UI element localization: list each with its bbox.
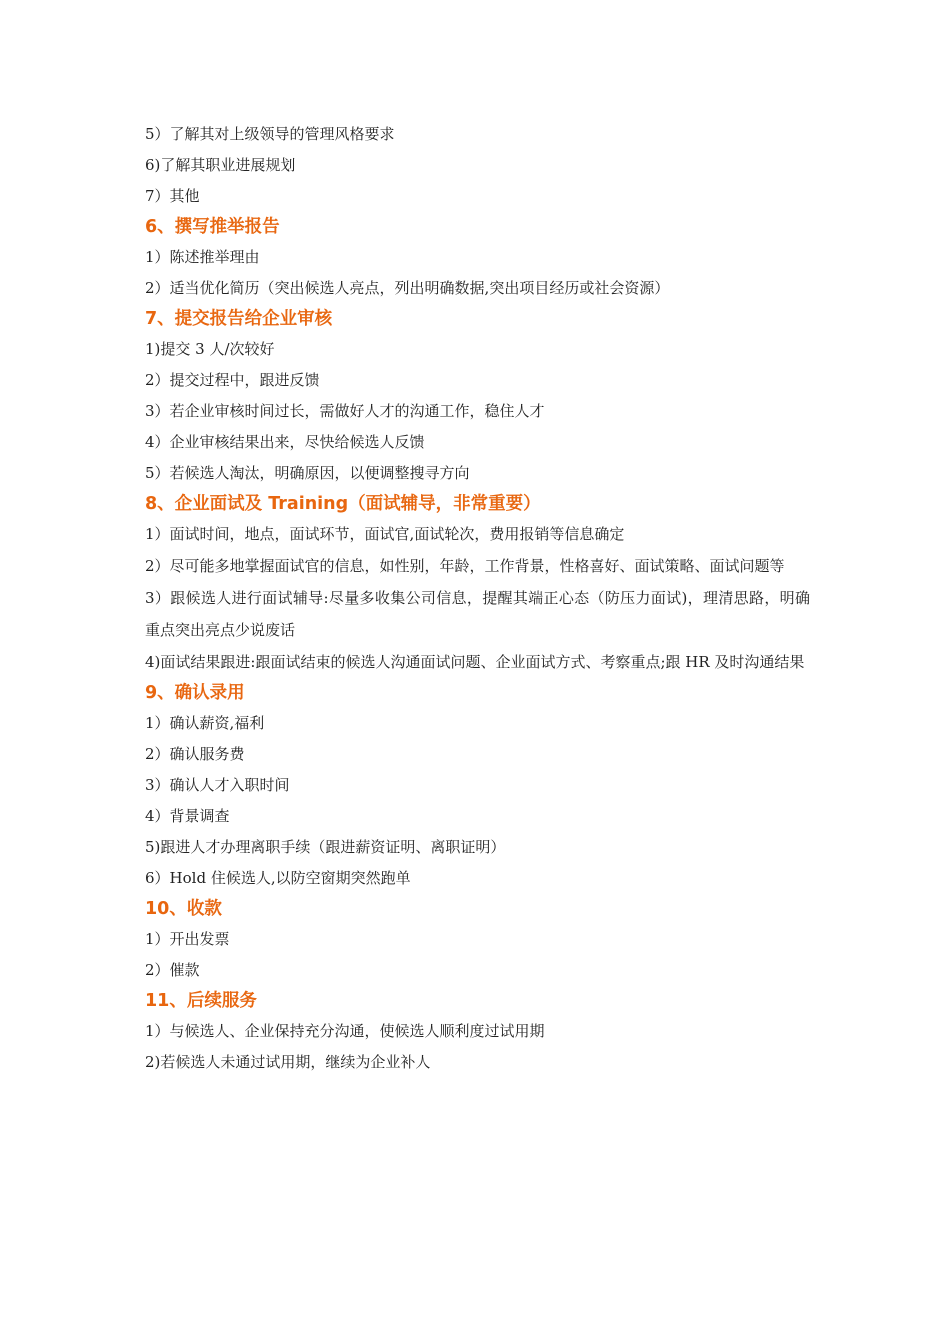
list-item: 6)了解其职业进展规划 [145, 156, 296, 174]
list-item: 1）开出发票 [145, 930, 230, 948]
list-item: 2）催款 [145, 961, 200, 979]
list-item: 2）适当优化简历（突出候选人亮点，列出明确数据,突出项目经历或社会资源） [145, 279, 670, 297]
list-item: 3）确认人才入职时间 [145, 776, 290, 794]
list-item: 5)跟进人才办理离职手续（跟进薪资证明、离职证明） [145, 838, 506, 856]
list-item: 6）Hold 住候选人,以防空窗期突然跑单 [145, 869, 411, 887]
section-heading: 9、确认录用 [145, 683, 245, 703]
section-heading: 11、后续服务 [145, 991, 257, 1011]
list-item: 1）与候选人、企业保持充分沟通，使候选人顺利度过试用期 [145, 1022, 545, 1040]
list-item: 4）背景调查 [145, 807, 230, 825]
section-heading: 7、提交报告给企业审核 [145, 309, 333, 329]
list-item: 2）确认服务费 [145, 745, 245, 763]
list-item: 2）尽可能多地掌握面试官的信息，如性别，年龄，工作背景，性格喜好、面试策略、面试问题等 [145, 557, 785, 575]
section-heading: 8、企业面试及 Training（面试辅导，非常重要） [145, 494, 541, 514]
list-item: 1)提交 3 人/次较好 [145, 340, 275, 358]
list-item: 2）提交过程中，跟进反馈 [145, 371, 320, 389]
list-item: 5）若候选人淘汰，明确原因，以便调整搜寻方向 [145, 464, 470, 482]
section-heading: 6、撰写推举报告 [145, 217, 280, 237]
document-body [145, 119, 810, 1078]
list-item: 1）面试时间，地点，面试环节，面试官,面试轮次，费用报销等信息确定 [145, 525, 625, 543]
list-item: 5）了解其对上级领导的管理风格要求 [145, 125, 395, 143]
list-item: 4)面试结果跟进:跟面试结束的候选人沟通面试问题、企业面试方式、考察重点;跟 HR 及时沟通结果 [145, 653, 805, 671]
section-heading: 10、收款 [145, 899, 222, 919]
list-item: 3）跟候选人进行面试辅导:尽量多收集公司信息，提醒其端正心态（防压力面试)，理清思路，明确重点突出亮点少说废话 [145, 589, 810, 639]
list-item: 7）其他 [145, 187, 200, 205]
list-item: 4）企业审核结果出来，尽快给候选人反馈 [145, 433, 425, 451]
list-item: 1）确认薪资,福利 [145, 714, 265, 732]
list-item: 3）若企业审核时间过长，需做好人才的沟通工作，稳住人才 [145, 402, 545, 420]
list-item: 2)若候选人未通过试用期，继续为企业补人 [145, 1053, 431, 1071]
list-item: 1）陈述推举理由 [145, 248, 260, 266]
